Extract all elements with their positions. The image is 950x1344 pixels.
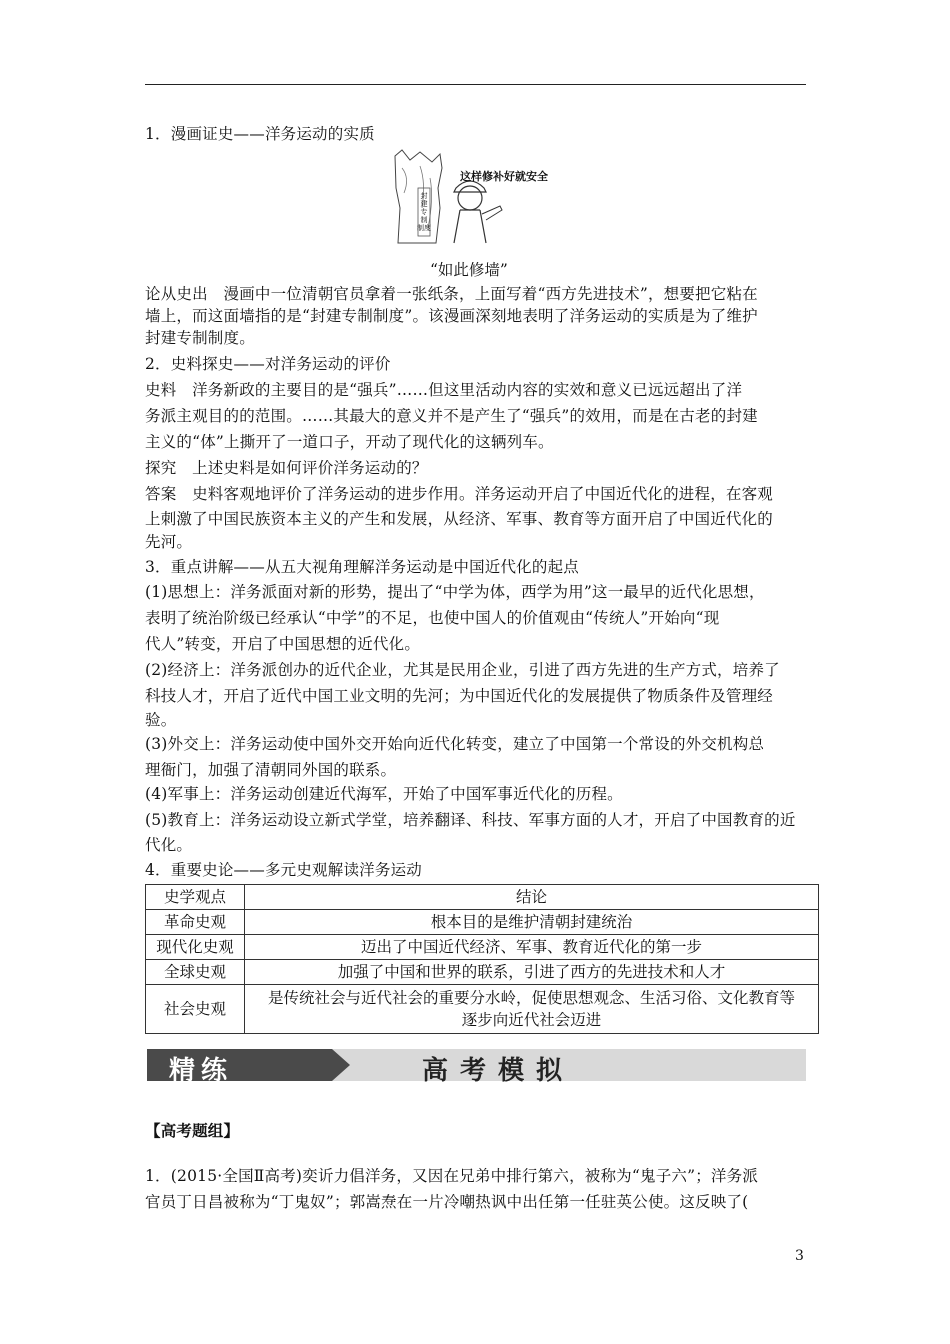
arrow-icon — [332, 1049, 350, 1081]
paragraph-line: 科技人才，开启了近代中国工业文明的先河；为中国近代化的发展提供了物质条件及管理经 — [145, 687, 774, 705]
table-cell: 社会史观 — [146, 985, 245, 1034]
paragraph-line: 理衙门，加强了清朝同外国的联系。 — [145, 761, 397, 779]
header-rule — [145, 84, 806, 85]
section-4-heading: 4．重要史论——多元史观解读洋务运动 — [145, 861, 422, 879]
table-cell: 迈出了中国近代经济、军事、教育近代化的第一步 — [245, 935, 819, 960]
cartoon-caption: “如此修墙” — [430, 261, 508, 279]
table-header-cell: 结论 — [245, 885, 819, 910]
wall-label-2: 建 — [420, 200, 428, 208]
table-cell-line: 是传统社会与近代社会的重要分水岭，促使思想观念、生活习俗、文化教育等 — [267, 989, 795, 1007]
paragraph-line: (2)经济上：洋务派创办的近代企业，尤其是民用企业，引进了西方先进的生产方式，培养了 — [145, 661, 780, 679]
paragraph-line: 验。 — [145, 711, 177, 729]
wall-label-3: 专 — [420, 208, 428, 216]
wall-label-5: 制度 — [417, 224, 431, 232]
paragraph-line: (4)军事上：洋务运动创建近代海军，开始了中国军事近代化的历程。 — [145, 785, 623, 803]
table-cell: 加强了中国和世界的联系，引进了西方的先进技术和人才 — [245, 960, 819, 985]
table-cell-line: 逐步向近代社会迈进 — [461, 1011, 602, 1029]
paragraph-line: 上刺激了中国民族资本主义的产生和发展，从经济、军事、教育等方面开启了中国近代化的 — [145, 510, 774, 528]
table-cell: 现代化史观 — [146, 935, 245, 960]
table-row — [146, 935, 819, 960]
paragraph-line: (3)外交上：洋务运动使中国外交开始向近代化转变，建立了中国第一个常设的外交机构总 — [145, 735, 765, 753]
table-header-cell: 史学观点 — [146, 885, 245, 910]
paragraph-line: 答案 史料客观地评价了洋务运动的进步作用。洋务运动开启了中国近代化的进程，在客观 — [145, 485, 774, 503]
table-cell: 革命史观 — [146, 910, 245, 935]
paragraph-line: 主义的“体”上撕开了一道口子，开动了现代化的这辆列车。 — [145, 433, 554, 451]
table-cell: 根本目的是维护清朝封建统治 — [245, 910, 819, 935]
paragraph-line: 先河。 — [145, 533, 193, 551]
paragraph-line: 探究 上述史料是如何评价洋务运动的？ — [145, 459, 428, 477]
paragraph-line: (1)思想上：洋务派面对新的形势，提出了“中学为体，西学为用”这一最早的近代化思想， — [145, 583, 765, 601]
wall-label-1: 封 — [420, 192, 428, 200]
table-cell — [245, 985, 819, 1034]
section-1-heading: 1．漫画证史——洋务运动的实质 — [145, 125, 375, 143]
paragraph-line: 代人”转变，开启了中国思想的近代化。 — [145, 635, 421, 653]
table-row — [146, 985, 819, 1034]
paragraph-line: 表明了统治阶级已经承认“中学”的不足，也使中国人的价值观由“传统人”开始向“现 — [145, 609, 720, 627]
historiography-table — [145, 884, 819, 1034]
practice-banner — [147, 1049, 806, 1086]
paragraph-line: (5)教育上：洋务运动设立新式学堂，培养翻译、科技、军事方面的人才，开启了中国教育的近 — [145, 811, 796, 829]
question-line: 1．(2015·全国Ⅱ高考)奕䜣力倡洋务，又因在兄弟中排行第六，被称为“鬼子六”；洋务派 — [145, 1167, 759, 1185]
question-line: 官员丁日昌被称为“丁鬼奴”；郭嵩焘在一片冷嘲热讽中出任第一任驻英公使。这反映了( — [145, 1193, 749, 1211]
cartoon-illustration — [390, 148, 560, 248]
table-row — [146, 910, 819, 935]
question-group-title: 【高考题组】 — [145, 1121, 240, 1140]
paragraph-line: 论从史出 漫画中一位清朝官员拿着一张纸条，上面写着“西方先进技术”，想要把它粘在 — [145, 285, 758, 303]
section-2-heading: 2．史料探史——对洋务运动的评价 — [145, 355, 391, 373]
table-cell: 全球史观 — [146, 960, 245, 985]
paragraph-line: 封建专制制度。 — [145, 329, 255, 347]
cartoon-speech: 这样修补好就安全 — [460, 170, 548, 183]
table-header-row — [146, 885, 819, 910]
paragraph-line: 墙上，而这面墙指的是“封建专制制度”。该漫画深刻地表明了洋务运动的实质是为了维护 — [145, 307, 758, 325]
banner-right-text: 高考模拟 — [422, 1056, 575, 1086]
page-number: 3 — [795, 1248, 804, 1264]
paragraph-line: 代化。 — [145, 836, 193, 854]
paragraph-line: 史料 洋务新政的主要目的是“强兵”……但这里活动内容的实效和意义已远远超出了洋 — [145, 381, 743, 399]
banner-left-text: 精练 — [169, 1056, 234, 1086]
table-row — [146, 960, 819, 985]
paragraph-line: 务派主观目的的范围。……其最大的意义并不是产生了“强兵”的效用，而是在古老的封建 — [145, 407, 758, 425]
section-3-heading: 3．重点讲解——从五大视角理解洋务运动是中国近代化的起点 — [145, 558, 579, 576]
wall-label-4: 制 — [420, 216, 428, 224]
